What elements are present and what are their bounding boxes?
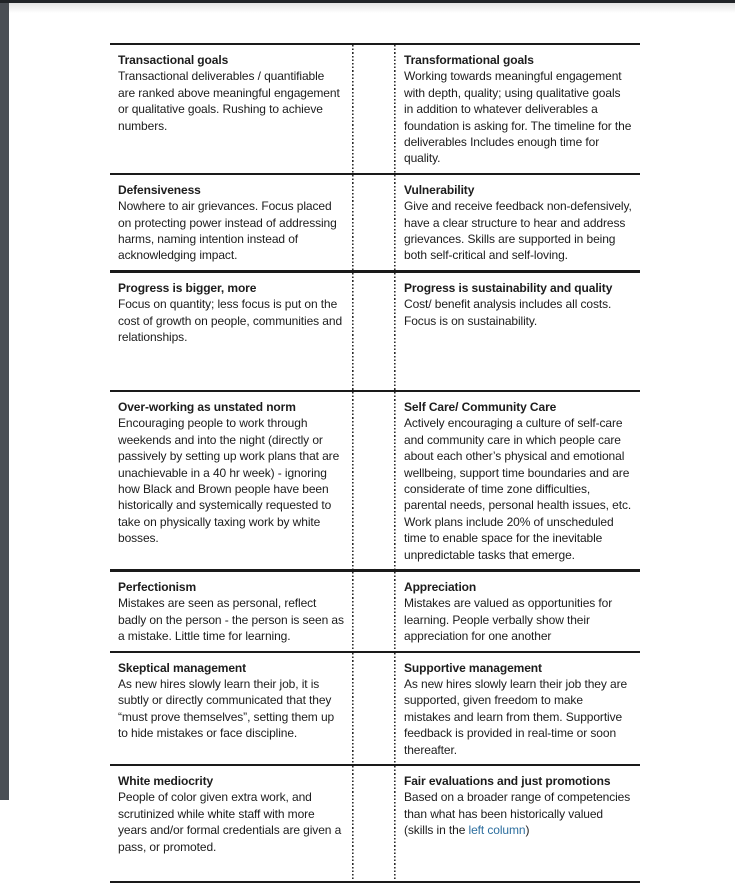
cell-body: Transactional deliverables / quantifiable are ranked above meaningful engagement or qualitative goals. Rushing to achieve numbers.: [118, 69, 340, 133]
cell-progress-sustainability: [396, 273, 640, 390]
table-row: [110, 45, 640, 173]
cell-title: Progress is sustainability and quality: [404, 280, 613, 295]
column-divider: [352, 653, 396, 764]
cell-body: Focus on quantity; less focus is put on the cost of growth on people, communities and relationships.: [118, 297, 343, 345]
cell-title: Transactional goals: [118, 53, 229, 67]
cell-transactional-goals: [110, 45, 352, 173]
table-row: [110, 390, 640, 569]
cell-body: Actively encouraging a culture of self-care and community care in which people care about each other’s physical and emotional wellbeing, support time boundaries and are considerate of time zone difficulties, parental needs, personal health issues, etc. Work plans include 20% of unscheduled time to enable space for the inevitable unpredictable tasks that emerge.: [404, 416, 632, 562]
cell-appreciation: [396, 572, 640, 651]
cell-body-text: ): [525, 823, 530, 838]
cell-body: As new hires slowly learn their job they are supported, given freedom to make mistakes and learn from them. Supportive feedback is provided in real-time or soon thereafter.: [404, 676, 628, 757]
cell-defensiveness: [110, 175, 352, 270]
cell-title: Perfectionism: [118, 579, 197, 594]
cell-self-care: [396, 392, 640, 569]
cell-fair-evaluations: [396, 766, 640, 881]
cell-body: Mistakes are seen as personal, reflect badly on the person - the person is seen as a mistake. Little time for learning.: [118, 596, 344, 644]
cell-title: Progress is bigger, more: [118, 280, 257, 295]
left-column-link[interactable]: left column: [468, 823, 526, 838]
cell-body: Mistakes are valued as opportunities for learning. People verbally show their appreciation for one another: [404, 596, 613, 644]
column-divider: [352, 392, 396, 569]
page-top-shadow: [0, 3, 735, 13]
column-divider: [352, 273, 396, 390]
column-divider: [352, 572, 396, 651]
window-top-edge: [0, 0, 735, 3]
cell-supportive-management: [396, 653, 640, 764]
cell-body-text: Based on a broader range of competencies than what has been historically valued (skills in the: [404, 790, 631, 838]
cell-transformational-goals: [396, 45, 640, 173]
cell-title: Defensiveness: [118, 182, 201, 197]
column-divider: [352, 45, 396, 173]
table-row: [110, 651, 640, 764]
cell-body: Cost/ benefit analysis includes all costs. Focus is on sustainability.: [404, 297, 612, 328]
comparison-table: [110, 43, 640, 883]
cell-body: Working towards meaningful engagement with depth, quality; using qualitative goals in addition to whatever deliverables a foundation is asking for. The timeline for the deliverables Includes enough time for quality.: [404, 69, 632, 166]
cell-title: White mediocrity: [118, 774, 214, 788]
cell-body: [404, 789, 632, 838]
cell-white-mediocrity: [110, 766, 352, 881]
cell-title: Over-working as unstated norm: [118, 399, 296, 414]
cell-body: Nowhere to air grievances. Focus placed on protecting power instead of addressing harms, naming intention instead of acknowledging impact.: [118, 199, 337, 263]
table-row: [110, 764, 640, 881]
cell-body: As new hires slowly learn their job, it is subtly or directly communicated that they “must prove themselves”, setting them up to hide mistakes or face discipline.: [118, 676, 335, 741]
cell-body: Encouraging people to work through weekends and into the night (directly or passively by setting up work plans that are unachievable in a 40 hr week) - ignoring how Black and Brown people have been historically and systemically requested to take on physically taxing work by white bosses.: [118, 416, 340, 546]
cell-progress-bigger: [110, 273, 352, 390]
cell-skeptical-management: [110, 653, 352, 764]
table-row: [110, 173, 640, 270]
cell-title: Transformational goals: [404, 53, 534, 67]
cell-perfectionism: [110, 572, 352, 651]
cell-title: Vulnerability: [404, 182, 475, 197]
table-row: [110, 270, 640, 390]
cell-title: Skeptical management: [118, 660, 247, 675]
cell-body: Give and receive feedback non-defensively, have a clear structure to hear and address grievances. Skills are supported in being both self-critical and self-loving.: [404, 199, 632, 263]
cell-title: Fair evaluations and just promotions: [404, 774, 611, 788]
cell-overworking: [110, 392, 352, 569]
column-divider: [352, 766, 396, 881]
cell-title: Self Care/ Community Care: [404, 399, 557, 414]
cell-title: Appreciation: [404, 579, 477, 594]
cell-vulnerability: [396, 175, 640, 270]
cell-title: Supportive management: [404, 660, 542, 675]
window-left-edge: [0, 0, 9, 800]
column-divider: [352, 175, 396, 270]
cell-body: People of color given extra work, and scrutinized while white staff with more years and/or formal credentials are given a pass, or promoted.: [118, 790, 342, 854]
table-row: [110, 569, 640, 651]
